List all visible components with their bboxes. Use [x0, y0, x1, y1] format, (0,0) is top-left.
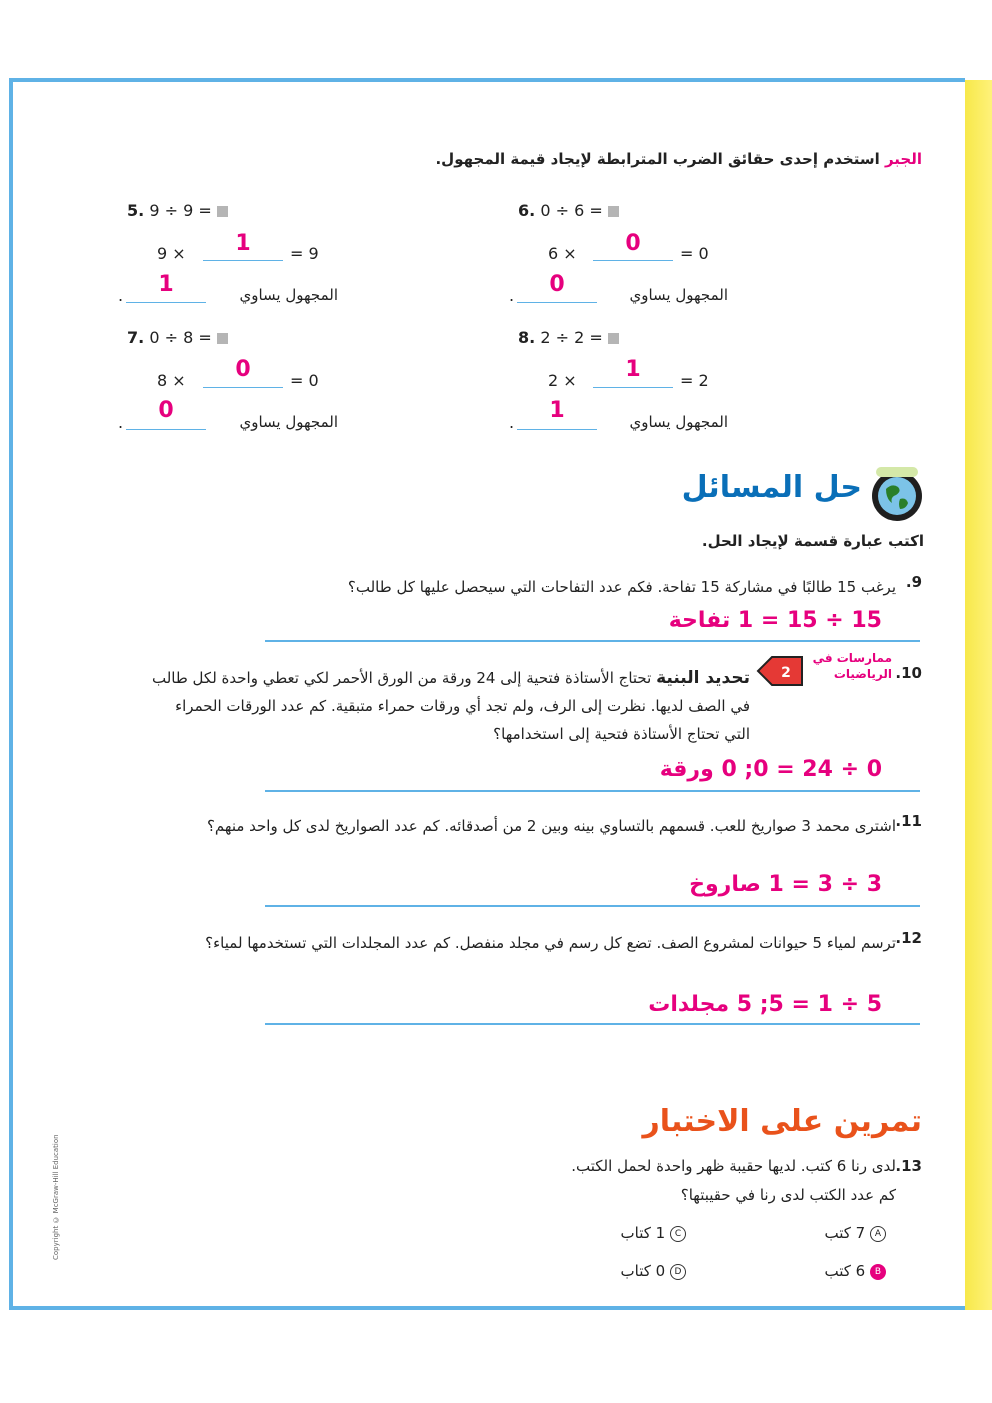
algebra-instruction — [300, 150, 922, 168]
problem-10-text — [150, 664, 750, 748]
option-c[interactable] — [560, 1224, 686, 1242]
option-d-label: 0 كتاب — [620, 1262, 666, 1280]
practice-number: 2 — [781, 665, 791, 681]
problem-13-text-2: كم عدد الكتب لدى رنا في حقيبتها؟ — [680, 1186, 896, 1204]
exercise-8-unknown-line — [517, 429, 597, 430]
problem-9-answer-line — [265, 640, 920, 642]
algebra-instruction-text: استخدم إحدى حقائق الضرب المترابطة لإيجاد قيمة المجهول. — [435, 150, 880, 168]
exercise-8-mult-left: 2 × — [548, 371, 577, 390]
exercise-6-mult-answer: 0 — [625, 231, 641, 256]
unknown-square — [608, 333, 619, 344]
exercise-5-mult-right: = 9 — [290, 244, 319, 263]
math-practices-tag: ممارسات في الرياضيات — [812, 651, 892, 681]
unknown-square — [217, 206, 228, 217]
exercise-8-unknown-label: المجهول يساوي — [629, 413, 728, 431]
exercise-8-equation: 8. 2 ÷ 2 = — [518, 328, 619, 347]
problem-11-answer-line — [265, 905, 920, 907]
algebra-label: الجبر — [884, 150, 922, 168]
exercise-5-unknown-answer: 1 — [158, 272, 174, 297]
option-a[interactable] — [760, 1224, 886, 1242]
exercise-6-unknown-line — [517, 302, 597, 303]
exercise-6-equation: 6. 0 ÷ 6 = — [518, 201, 619, 220]
exercise-5-mult-answer: 1 — [235, 231, 251, 256]
problem-13-number: 13. — [895, 1157, 922, 1175]
option-c-bubble[interactable]: C — [670, 1226, 686, 1242]
exercise-7-mult-right: = 0 — [290, 371, 319, 390]
exercise-6-unknown-label: المجهول يساوي — [629, 286, 728, 304]
exercise-5-period: . — [118, 286, 124, 305]
problem-12-number: 12. — [895, 929, 922, 947]
exercise-6-mult-left: 6 × — [548, 244, 577, 263]
problem-10-answer: 0 ÷ 24 = 0; 0 ورقة — [659, 757, 882, 782]
exercise-7-period: . — [118, 413, 124, 432]
exercise-8-period: . — [509, 413, 515, 432]
exercise-6-mult-right: = 0 — [680, 244, 709, 263]
problem-12-text: ترسم لمياء 5 حيوانات لمشروع الصف. تضع كل رسم في مجلد منفصل. كم عدد المجلدات التي تستخدمها لمياء؟ — [205, 934, 896, 952]
option-b[interactable] — [760, 1262, 886, 1280]
unknown-square — [217, 333, 228, 344]
exercise-7-unknown-line — [126, 429, 206, 430]
problem-12-answer: 5 ÷ 1 = 5; 5 مجلدات — [648, 992, 882, 1017]
problem-9-answer: 15 ÷ 15 = 1 تفاحة — [668, 608, 882, 633]
problem-10-answer-line — [265, 790, 920, 792]
exercise-5-unknown-line — [126, 302, 206, 303]
option-b-label: 6 كتب — [824, 1262, 866, 1280]
globe-icon — [868, 465, 926, 523]
exercise-7-mult-left: 8 × — [157, 371, 186, 390]
exercise-5-unknown-label: المجهول يساوي — [239, 286, 338, 304]
copyright-side-text: Copyright © McGraw-Hill Education — [52, 1134, 60, 1260]
problem-10-body: تحتاج الأستاذة فتحية إلى 24 ورقة من الورق الأحمر لكي تعطي واحدة لكل طالب في الصف لديها. نظرت إلى الرف، ولم تجد أي ورقات حمراء متبقية. كم عدد الورقات الحمراء التي تحتاج الأستاذة فتحية إلى استخدامها؟ — [151, 669, 750, 743]
problem-10-title: تحديد البنية — [656, 668, 750, 688]
exercise-5-mult-left: 9 × — [157, 244, 186, 263]
problem-9-number: 9. — [905, 573, 922, 591]
exercise-6-period: . — [509, 286, 515, 305]
exercise-7-unknown-label: المجهول يساوي — [239, 413, 338, 431]
option-d[interactable] — [560, 1262, 686, 1280]
problem-11-text: اشترى محمد 3 صواريخ للعب. قسمهم بالتساوي بينه وبين 2 من أصدقائه. كم عدد الصواريخ لدى كل واحد منهم؟ — [206, 817, 896, 835]
exercise-7-mult-answer: 0 — [235, 357, 251, 382]
problem-11-number: 11. — [895, 812, 922, 830]
exercise-6-mult-line — [593, 260, 673, 261]
problem-11-answer: 3 ÷ 3 = 1 صاروخ — [689, 872, 882, 897]
option-b-bubble-selected[interactable]: B — [870, 1264, 886, 1280]
option-c-label: 1 كتاب — [620, 1224, 666, 1242]
test-practice-title: تمرين على الاختبار — [642, 1104, 922, 1139]
problem-solving-instruction: اكتب عبارة قسمة لإيجاد الحل. — [701, 532, 924, 550]
exercise-8-mult-line — [593, 387, 673, 388]
exercise-7-equation: 7. 0 ÷ 8 = — [127, 328, 228, 347]
exercise-5-equation: 5. 9 ÷ 9 = — [127, 201, 228, 220]
option-a-bubble[interactable]: A — [870, 1226, 886, 1242]
arrow-badge-icon — [756, 655, 804, 687]
exercise-8-mult-right: = 2 — [680, 371, 709, 390]
exercise-7-mult-line — [203, 387, 283, 388]
exercise-8-unknown-answer: 1 — [549, 398, 565, 423]
option-a-label: 7 كتب — [824, 1224, 866, 1242]
problem-12-answer-line — [265, 1023, 920, 1025]
problem-13-text-1: لدى رنا 6 كتب. لديها حقيبة ظهر واحدة لحمل الكتب. — [571, 1157, 896, 1175]
yellow-side-strip — [965, 80, 992, 1310]
problem-9-text: يرغب 15 طالبًا في مشاركة 15 تفاحة. فكم عدد التفاحات التي سيحصل عليها كل طالب؟ — [347, 578, 896, 596]
problem-solving-title: حل المسائل — [681, 470, 862, 505]
option-d-bubble[interactable]: D — [670, 1264, 686, 1280]
unknown-square — [608, 206, 619, 217]
exercise-6-unknown-answer: 0 — [549, 272, 565, 297]
exercise-5-mult-line — [203, 260, 283, 261]
exercise-7-unknown-answer: 0 — [158, 398, 174, 423]
problem-10-number: 10. — [895, 664, 922, 682]
exercise-8-mult-answer: 1 — [625, 357, 641, 382]
